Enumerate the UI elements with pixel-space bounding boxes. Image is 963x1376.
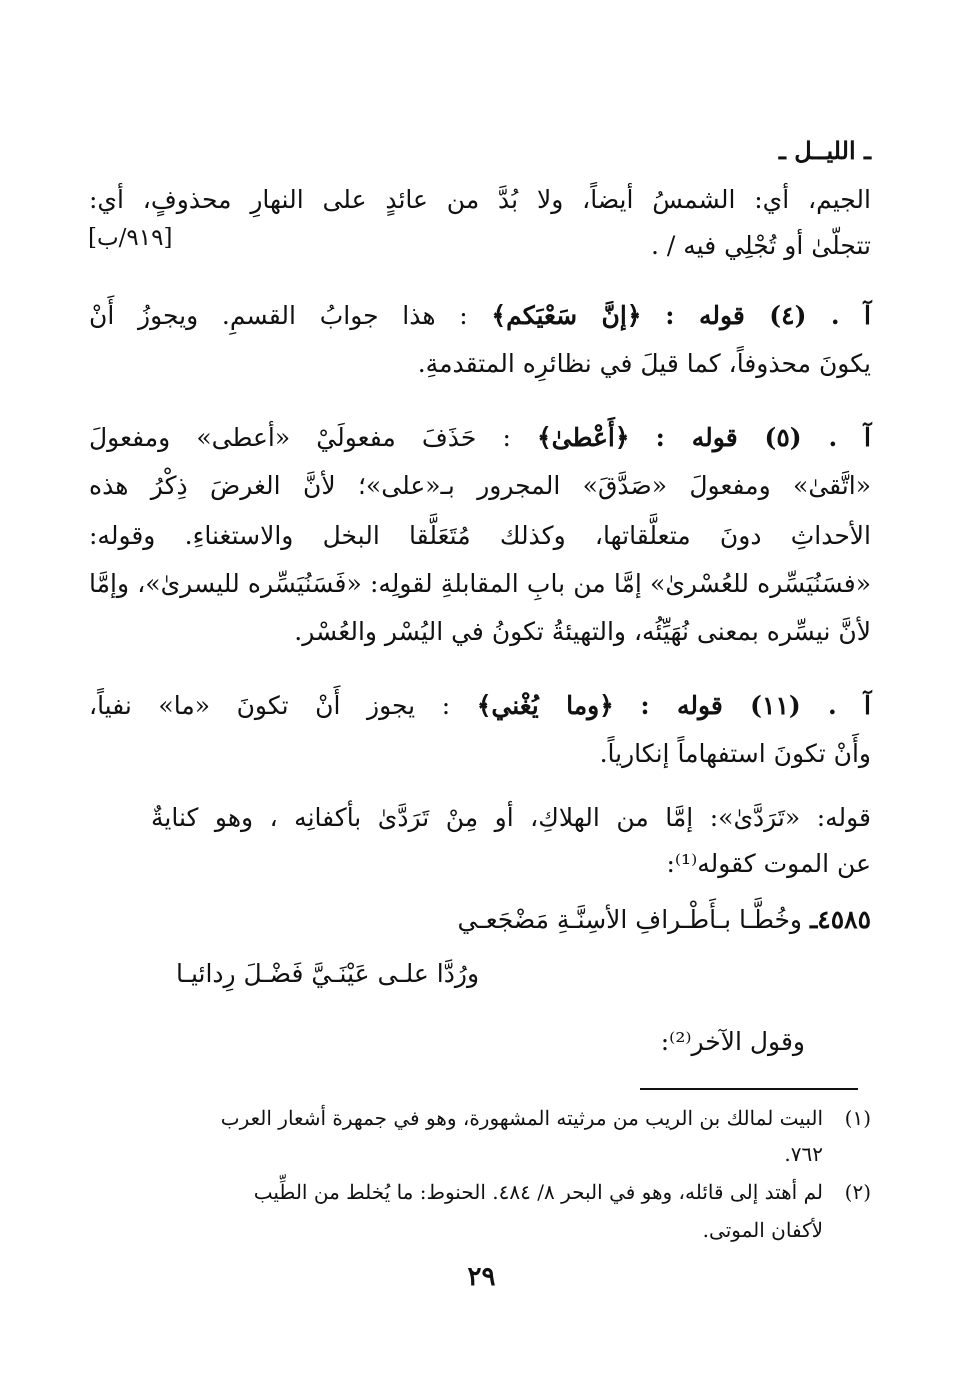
footnote-number: (٢)	[844, 1180, 871, 1204]
running-header: ـ الليــل ـ	[778, 136, 871, 165]
quran-quote: ﴿إنَّ سَعْيَكم﴾	[491, 301, 642, 330]
verse-commentary-heading	[89, 686, 871, 726]
text-line: تتجلّىٰ أو تُجْلِي فيه / .	[651, 231, 871, 260]
verse-number: ٤٥٨٥ـ	[809, 905, 871, 934]
text-line: لأنَّ نيسِّره بمعنى نُهَيِّئُه، والتهيئةُ تكونُ في اليُسْر والعُسْر.	[294, 617, 871, 646]
heading-rest: : حَذَفَ مفعولَيْ «أعطى» ومفعولَ	[89, 423, 511, 452]
footnote-text: البيت لمالك بن الريب من مرثيته المشهورة، وهو في جمهرة أشعار العرب	[220, 1106, 823, 1130]
text-line: الأحداثِ دونَ متعلَّقاتها، وكذلك مُتَعَلَّقا البخل والاستغناءِ. وقوله:	[89, 521, 871, 550]
text-line: عن الموت كقوله⁽¹⁾:	[666, 849, 871, 878]
heading-rest: : يجوز أَنْ تكونَ «ما» نفياً،	[89, 691, 451, 720]
verse-commentary-heading	[89, 418, 871, 458]
text-line: الجيم، أي: الشمسُ أيضاً، ولا بُدَّ من عائدٍ على النهارِ محذوفٍ، أي:	[89, 185, 871, 214]
text-line: قوله: «تَرَدَّىٰ»: إمَّا من الهلاكِ، أو مِنْ تَرَدَّىٰ بأكفانِه ، وهو كنايةٌ	[151, 803, 871, 832]
quran-quote: ﴿وما يُغْني﴾	[476, 691, 614, 720]
verse-commentary-heading	[89, 296, 871, 336]
footnote-number: (١)	[844, 1106, 871, 1130]
text-line: يكونَ محذوفاً، كما قيلَ في نظائرِه المتقدمةِ.	[417, 349, 871, 378]
text-line: «فسَنُيَسِّره للعُسْرىٰ» إمَّا من بابِ المقابلةِ لقولِه: «فَسَنُيَسِّره لليسرىٰ»، وإمَّا	[89, 569, 871, 598]
poetry-verse-first-hemistich	[458, 900, 871, 940]
poetry-verse-second-hemistich: ورُدَّا علـى عَيْنَـيَّ فَضْـلَ رِدائيـا	[176, 959, 480, 988]
verse-label: آ . (١١) قوله :	[640, 691, 872, 720]
footnote-separator	[640, 1088, 858, 1090]
verse-label: آ . (٤) قوله :	[665, 301, 872, 330]
heading-rest: : هذا جوابُ القسمِ. ويجوزُ أَنْ	[89, 301, 468, 330]
footnote	[89, 1174, 871, 1210]
hemistich: وخُطَّـا بـأَطْـرافِ الأسِنَّـةِ مَضْجَعـي	[457, 905, 802, 934]
footnote-text: لأكفان الموتى.	[702, 1218, 823, 1242]
footnote	[89, 1100, 871, 1136]
text-line: وأَنْ تكونَ استفهاماً إنكارياً.	[599, 739, 871, 768]
verse-label: آ . (٥) قوله :	[655, 423, 872, 452]
margin-folio-marker: [٩١٩/ب]	[88, 225, 173, 251]
quran-quote: ﴿أَعْطىٰ﴾	[537, 423, 630, 452]
page-number: ٢٩	[467, 1262, 496, 1292]
text-line: وقول الآخر⁽²⁾:	[660, 1027, 805, 1056]
text-line: «اتَّقىٰ» ومفعولَ «صَدَّقَ» المجرور بـ«على»؛ لأنَّ الغرضَ ذِكْرُ هذه	[89, 471, 871, 500]
footnote-text: لم أهتد إلى قائله، وهو في البحر ٨/ ٤٨٤. الحنوط: ما يُخلط من الطِّيب	[253, 1180, 823, 1204]
footnote-text: ٧٦٢.	[784, 1142, 823, 1166]
